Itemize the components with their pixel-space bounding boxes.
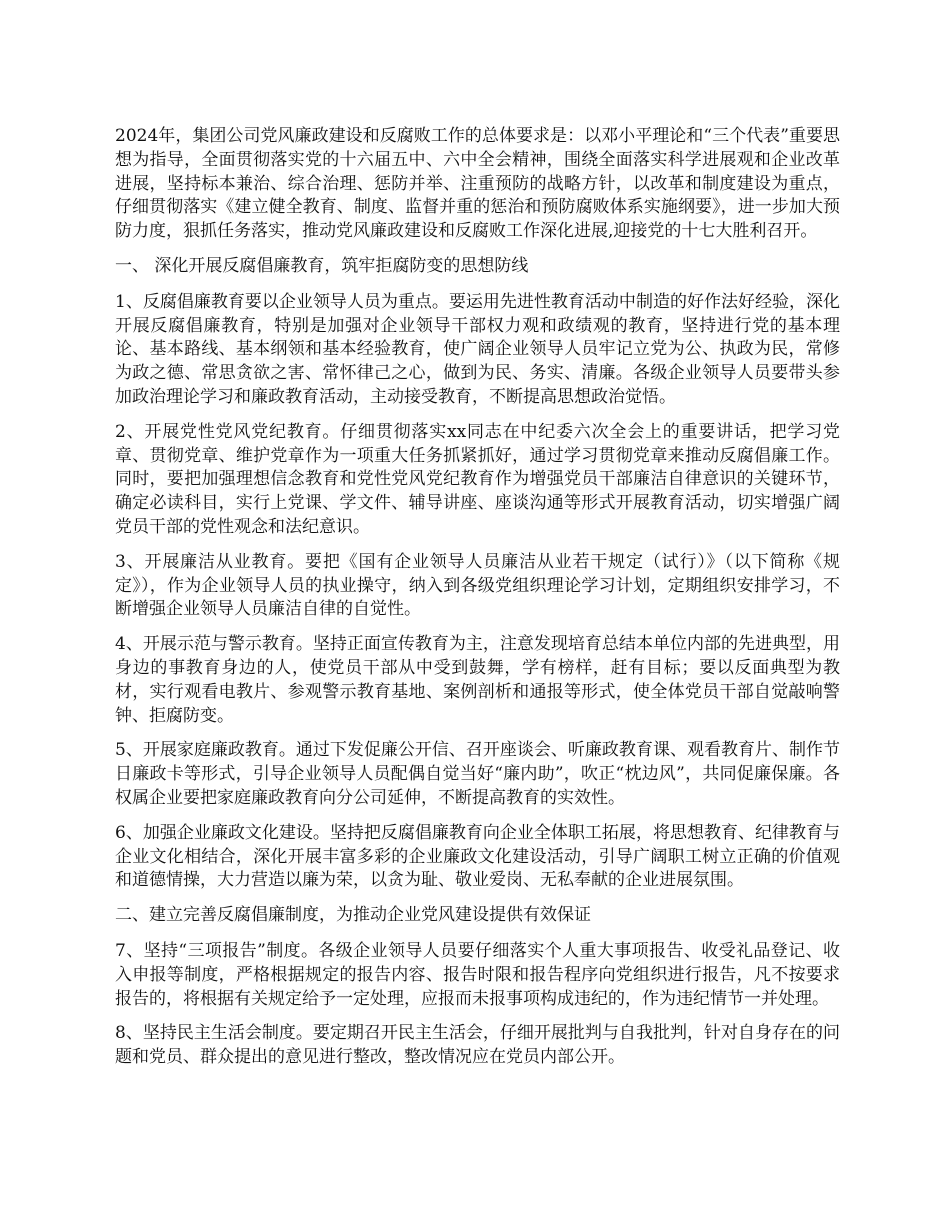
item-6-paragraph: 6、加强企业廉政文化建设。坚持把反腐倡廉教育向企业全体职工拓展，将思想教育、纪律教育与企业文化相结合，深化开展丰富多彩的企业廉政文化建设活动，引导广阔职工树立正确的价值观和道德情操，大力营造以廉为荣，以贪为耻、敬业爱岗、无私奉献的企业进展氛围。 [115, 822, 840, 891]
item-8-paragraph: 8、坚持民主生活会制度。要定期召开民主生活会，仔细开展批判与自我批判，针对自身存在的问题和党员、群众提出的意见进行整改，整改情况应在党员内部公开。 [115, 1023, 840, 1068]
item-7-paragraph: 7、坚持“三项报告”制度。各级企业领导人员要仔细落实个人重大事项报告、收受礼品登记、收入申报等制度，严格根据规定的报告内容、报告时限和报告程序向党组织进行报告，凡不按要求报告的，将根据有关规定给予一定处理，应报而未报事项构成违纪的，作为违纪情节一并处理。 [115, 940, 840, 1009]
section-2-heading: 二、建立完善反腐倡廉制度，为推动企业党风建设提供有效保证 [115, 905, 591, 926]
item-3-paragraph: 3、开展廉洁从业教育。要把《国有企业领导人员廉洁从业若干规定（试行）》（以下简称《规定》），作为企业领导人员的执业操守，纳入到各级党组织理论学习计划，定期组织安排学习，不断增强企业领导人员廉洁自律的自觉性。 [115, 551, 840, 620]
item-4-paragraph: 4、开展示范与警示教育。坚持正面宣传教育为主，注意发现培育总结本单位内部的先进典型，用身边的事教育身边的人，使党员干部从中受到鼓舞，学有榜样，赶有目标；要以反面典型为教材，实行观看电教片、参观警示教育基地、案例剖析和通报等形式，使全体党员干部自觉敲响警钟、拒腐防变。 [115, 634, 840, 726]
item-1-paragraph: 1、反腐倡廉教育要以企业领导人员为重点。要运用先进性教育活动中制造的好作法好经验，深化开展反腐倡廉教育，特别是加强对企业领导干部权力观和政绩观的教育，坚持进行党的基本理论、基本路线、基本纲领和基本经验教育，使广阔企业领导人员牢记立党为公、执政为民，常修为政之德、常思贪欲之害、常怀律己之心，做到为民、务实、清廉。各级企业领导人员要带头参加政治理论学习和廉政教育活动，主动接受教育，不断提高思想政治觉悟。 [115, 291, 840, 407]
intro-paragraph: 2024年，集团公司党风廉政建设和反腐败工作的总体要求是：以邓小平理论和“三个代表”重要思想为指导，全面贯彻落实党的十六届五中、六中全会精神，围绕全面落实科学进展观和企业改革进展，坚持标本兼治、综合治理、惩防并举、注重预防的战略方针，以改革和制度建设为重点，仔细贯彻落实《建立健全教育、制度、监督并重的惩治和预防腐败体系实施纲要》，进一步加大预防力度，狠抓任务落实，推动党风廉政建设和反腐败工作深化进展,迎接党的十七大胜利召开。 [115, 126, 840, 242]
item-5-paragraph: 5、开展家庭廉政教育。通过下发促廉公开信、召开座谈会、听廉政教育课、观看教育片、制作节日廉政卡等形式，引导企业领导人员配偶自觉当好“廉内助”，吹正“枕边风”，共同促廉保廉。各权属企业要把家庭廉政教育向分公司延伸，不断提高教育的实效性。 [115, 740, 840, 808]
item-2-paragraph: 2、开展党性党风党纪教育。仔细贯彻落实xx同志在中纪委六次全会上的重要讲话，把学习党章、贯彻党章、维护党章作为一项重大任务抓紧抓好，通过学习贯彻党章来推动反腐倡廉工作。同时，要把加强理想信念教育和党性党风党纪教育作为增强党员干部廉洁自律意识的关键环节，确定必读科目，实行上党课、学文件、辅导讲座、座谈沟通等形式开展教育活动，切实增强广阔党员干部的党性观念和法纪意识。 [115, 421, 840, 537]
section-1-heading: 一、 深化开展反腐倡廉教育，筑牢拒腐防变的思想防线 [115, 255, 529, 276]
document-body [115, 125, 840, 1081]
